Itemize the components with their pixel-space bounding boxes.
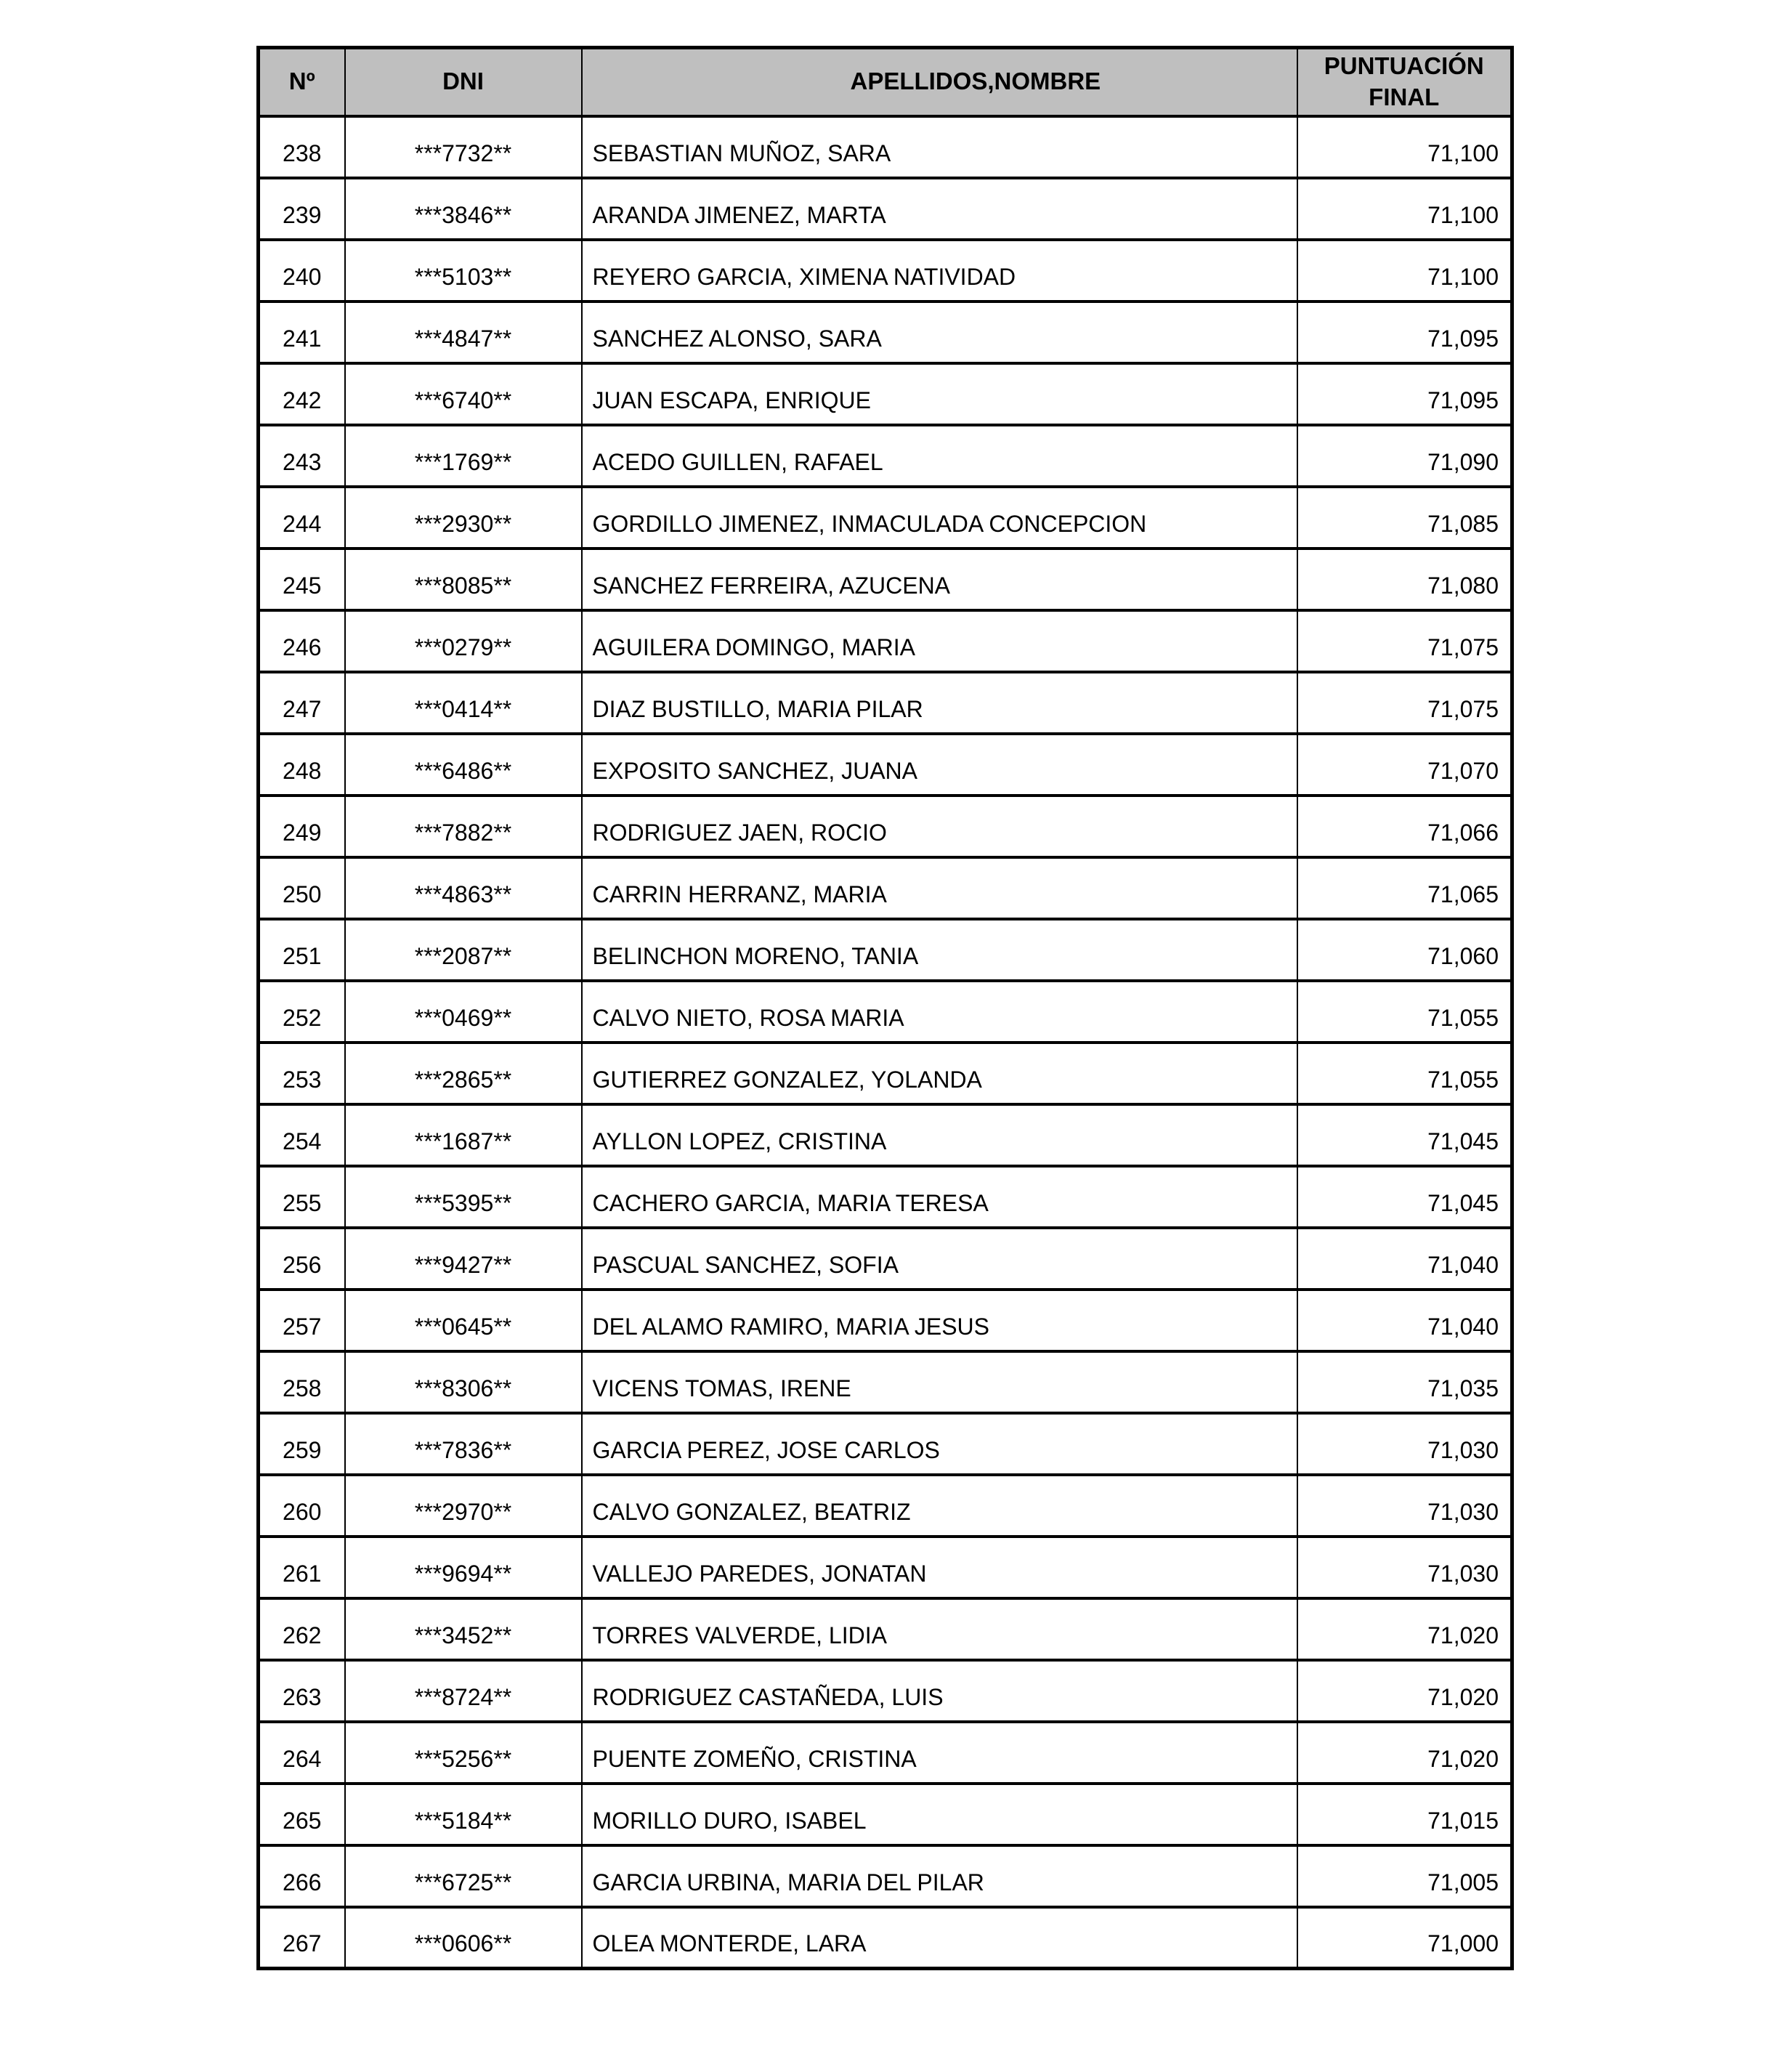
cell-name: TORRES VALVERDE, LIDIA — [582, 1598, 1297, 1660]
cell-name: BELINCHON MORENO, TANIA — [582, 919, 1297, 981]
cell-name: CALVO NIETO, ROSA MARIA — [582, 981, 1297, 1043]
results-table — [256, 46, 1514, 1970]
cell-name: PASCUAL SANCHEZ, SOFIA — [582, 1228, 1297, 1290]
table-row — [259, 487, 1512, 549]
cell-score: 71,095 — [1297, 302, 1512, 363]
cell-dni: ***8306** — [345, 1351, 582, 1413]
cell-name: RODRIGUEZ JAEN, ROCIO — [582, 796, 1297, 857]
cell-dni: ***8085** — [345, 549, 582, 610]
cell-name: GORDILLO JIMENEZ, INMACULADA CONCEPCION — [582, 487, 1297, 549]
cell-name: DIAZ BUSTILLO, MARIA PILAR — [582, 672, 1297, 734]
cell-dni: ***0606** — [345, 1907, 582, 1969]
cell-score: 71,005 — [1297, 1845, 1512, 1907]
cell-dni: ***4847** — [345, 302, 582, 363]
cell-score: 71,075 — [1297, 672, 1512, 734]
cell-dni: ***6725** — [345, 1845, 582, 1907]
cell-name: AYLLON LOPEZ, CRISTINA — [582, 1104, 1297, 1166]
cell-score: 71,030 — [1297, 1475, 1512, 1537]
cell-num: 250 — [259, 857, 345, 919]
cell-score: 71,080 — [1297, 549, 1512, 610]
table-row — [259, 1290, 1512, 1351]
cell-num: 240 — [259, 240, 345, 302]
column-header-num-label: Nº — [288, 68, 315, 95]
cell-name: RODRIGUEZ CASTAÑEDA, LUIS — [582, 1660, 1297, 1722]
table-row — [259, 1413, 1512, 1475]
column-header-num — [259, 48, 345, 116]
table-row — [259, 1722, 1512, 1784]
cell-num: 262 — [259, 1598, 345, 1660]
cell-num: 249 — [259, 796, 345, 857]
cell-score: 71,100 — [1297, 178, 1512, 240]
cell-score: 71,020 — [1297, 1660, 1512, 1722]
cell-num: 255 — [259, 1166, 345, 1228]
cell-dni: ***5103** — [345, 240, 582, 302]
cell-num: 245 — [259, 549, 345, 610]
cell-dni: ***7836** — [345, 1413, 582, 1475]
table-row — [259, 1537, 1512, 1598]
column-header-dni — [345, 48, 582, 116]
cell-dni: ***2930** — [345, 487, 582, 549]
table-row — [259, 1660, 1512, 1722]
table-row — [259, 1475, 1512, 1537]
cell-score: 71,055 — [1297, 981, 1512, 1043]
cell-name: OLEA MONTERDE, LARA — [582, 1907, 1297, 1969]
cell-score: 71,045 — [1297, 1166, 1512, 1228]
cell-dni: ***0469** — [345, 981, 582, 1043]
cell-score: 71,100 — [1297, 116, 1512, 178]
cell-dni: ***7882** — [345, 796, 582, 857]
cell-num: 267 — [259, 1907, 345, 1969]
cell-num: 241 — [259, 302, 345, 363]
cell-score: 71,055 — [1297, 1043, 1512, 1104]
cell-dni: ***9694** — [345, 1537, 582, 1598]
cell-num: 247 — [259, 672, 345, 734]
cell-num: 266 — [259, 1845, 345, 1907]
cell-num: 253 — [259, 1043, 345, 1104]
cell-num: 239 — [259, 178, 345, 240]
cell-score: 71,020 — [1297, 1722, 1512, 1784]
cell-num: 257 — [259, 1290, 345, 1351]
table-row — [259, 240, 1512, 302]
cell-dni: ***3452** — [345, 1598, 582, 1660]
cell-score: 71,030 — [1297, 1413, 1512, 1475]
cell-name: AGUILERA DOMINGO, MARIA — [582, 610, 1297, 672]
cell-dni: ***3846** — [345, 178, 582, 240]
table-row — [259, 178, 1512, 240]
cell-name: JUAN ESCAPA, ENRIQUE — [582, 363, 1297, 425]
cell-score: 71,015 — [1297, 1784, 1512, 1845]
cell-name: CARRIN HERRANZ, MARIA — [582, 857, 1297, 919]
cell-score: 71,000 — [1297, 1907, 1512, 1969]
cell-num: 263 — [259, 1660, 345, 1722]
table-header — [259, 48, 1512, 116]
cell-num: 256 — [259, 1228, 345, 1290]
cell-dni: ***6740** — [345, 363, 582, 425]
cell-dni: ***9427** — [345, 1228, 582, 1290]
cell-dni: ***0279** — [345, 610, 582, 672]
cell-score: 71,020 — [1297, 1598, 1512, 1660]
cell-dni: ***0645** — [345, 1290, 582, 1351]
cell-name: SEBASTIAN MUÑOZ, SARA — [582, 116, 1297, 178]
cell-num: 264 — [259, 1722, 345, 1784]
cell-name: SANCHEZ FERREIRA, AZUCENA — [582, 549, 1297, 610]
cell-score: 71,075 — [1297, 610, 1512, 672]
cell-name: CACHERO GARCIA, MARIA TERESA — [582, 1166, 1297, 1228]
cell-num: 248 — [259, 734, 345, 796]
table-row — [259, 1907, 1512, 1969]
column-header-dni-label: DNI — [442, 68, 484, 95]
cell-num: 265 — [259, 1784, 345, 1845]
table-row — [259, 1166, 1512, 1228]
cell-score: 71,035 — [1297, 1351, 1512, 1413]
cell-num: 246 — [259, 610, 345, 672]
cell-score: 71,085 — [1297, 487, 1512, 549]
cell-score: 71,060 — [1297, 919, 1512, 981]
column-header-score — [1297, 48, 1512, 116]
cell-name: MORILLO DURO, ISABEL — [582, 1784, 1297, 1845]
cell-num: 261 — [259, 1537, 345, 1598]
cell-name: REYERO GARCIA, XIMENA NATIVIDAD — [582, 240, 1297, 302]
cell-name: PUENTE ZOMEÑO, CRISTINA — [582, 1722, 1297, 1784]
cell-score: 71,030 — [1297, 1537, 1512, 1598]
table-row — [259, 796, 1512, 857]
cell-name: SANCHEZ ALONSO, SARA — [582, 302, 1297, 363]
column-header-name-label: APELLIDOS,NOMBRE — [850, 68, 1101, 95]
table-row — [259, 672, 1512, 734]
cell-dni: ***6486** — [345, 734, 582, 796]
cell-name: GARCIA URBINA, MARIA DEL PILAR — [582, 1845, 1297, 1907]
table-row — [259, 1784, 1512, 1845]
cell-dni: ***2970** — [345, 1475, 582, 1537]
cell-dni: ***5256** — [345, 1722, 582, 1784]
cell-num: 252 — [259, 981, 345, 1043]
table-body — [259, 116, 1512, 1969]
table-row — [259, 1845, 1512, 1907]
cell-name: CALVO GONZALEZ, BEATRIZ — [582, 1475, 1297, 1537]
cell-name: ARANDA JIMENEZ, MARTA — [582, 178, 1297, 240]
cell-num: 259 — [259, 1413, 345, 1475]
cell-name: GUTIERREZ GONZALEZ, YOLANDA — [582, 1043, 1297, 1104]
cell-name: VALLEJO PAREDES, JONATAN — [582, 1537, 1297, 1598]
header-row — [259, 48, 1512, 116]
table-row — [259, 610, 1512, 672]
cell-num: 242 — [259, 363, 345, 425]
cell-name: GARCIA PEREZ, JOSE CARLOS — [582, 1413, 1297, 1475]
table-row — [259, 1351, 1512, 1413]
cell-score: 71,070 — [1297, 734, 1512, 796]
table-row — [259, 363, 1512, 425]
cell-dni: ***1769** — [345, 425, 582, 487]
cell-dni: ***7732** — [345, 116, 582, 178]
cell-num: 258 — [259, 1351, 345, 1413]
table-row — [259, 549, 1512, 610]
cell-score: 71,040 — [1297, 1290, 1512, 1351]
cell-dni: ***2865** — [345, 1043, 582, 1104]
cell-score: 71,095 — [1297, 363, 1512, 425]
cell-dni: ***2087** — [345, 919, 582, 981]
cell-num: 244 — [259, 487, 345, 549]
table-row — [259, 1228, 1512, 1290]
cell-dni: ***5184** — [345, 1784, 582, 1845]
column-header-score-label: PUNTUACIÓN FINAL — [1324, 52, 1484, 110]
cell-num: 251 — [259, 919, 345, 981]
cell-score: 71,040 — [1297, 1228, 1512, 1290]
cell-score: 71,065 — [1297, 857, 1512, 919]
table-row — [259, 919, 1512, 981]
cell-dni: ***4863** — [345, 857, 582, 919]
cell-name: VICENS TOMAS, IRENE — [582, 1351, 1297, 1413]
cell-num: 243 — [259, 425, 345, 487]
cell-dni: ***0414** — [345, 672, 582, 734]
cell-name: DEL ALAMO RAMIRO, MARIA JESUS — [582, 1290, 1297, 1351]
table-row — [259, 116, 1512, 178]
cell-dni: ***1687** — [345, 1104, 582, 1166]
cell-num: 254 — [259, 1104, 345, 1166]
cell-dni: ***8724** — [345, 1660, 582, 1722]
table-row — [259, 734, 1512, 796]
cell-score: 71,066 — [1297, 796, 1512, 857]
cell-score: 71,100 — [1297, 240, 1512, 302]
table-row — [259, 1104, 1512, 1166]
cell-name: ACEDO GUILLEN, RAFAEL — [582, 425, 1297, 487]
table-row — [259, 302, 1512, 363]
table-row — [259, 1598, 1512, 1660]
cell-num: 238 — [259, 116, 345, 178]
table-row — [259, 981, 1512, 1043]
cell-name: EXPOSITO SANCHEZ, JUANA — [582, 734, 1297, 796]
cell-score: 71,090 — [1297, 425, 1512, 487]
table-row — [259, 425, 1512, 487]
column-header-name — [582, 48, 1297, 116]
cell-dni: ***5395** — [345, 1166, 582, 1228]
table-row — [259, 857, 1512, 919]
cell-score: 71,045 — [1297, 1104, 1512, 1166]
cell-num: 260 — [259, 1475, 345, 1537]
table-row — [259, 1043, 1512, 1104]
